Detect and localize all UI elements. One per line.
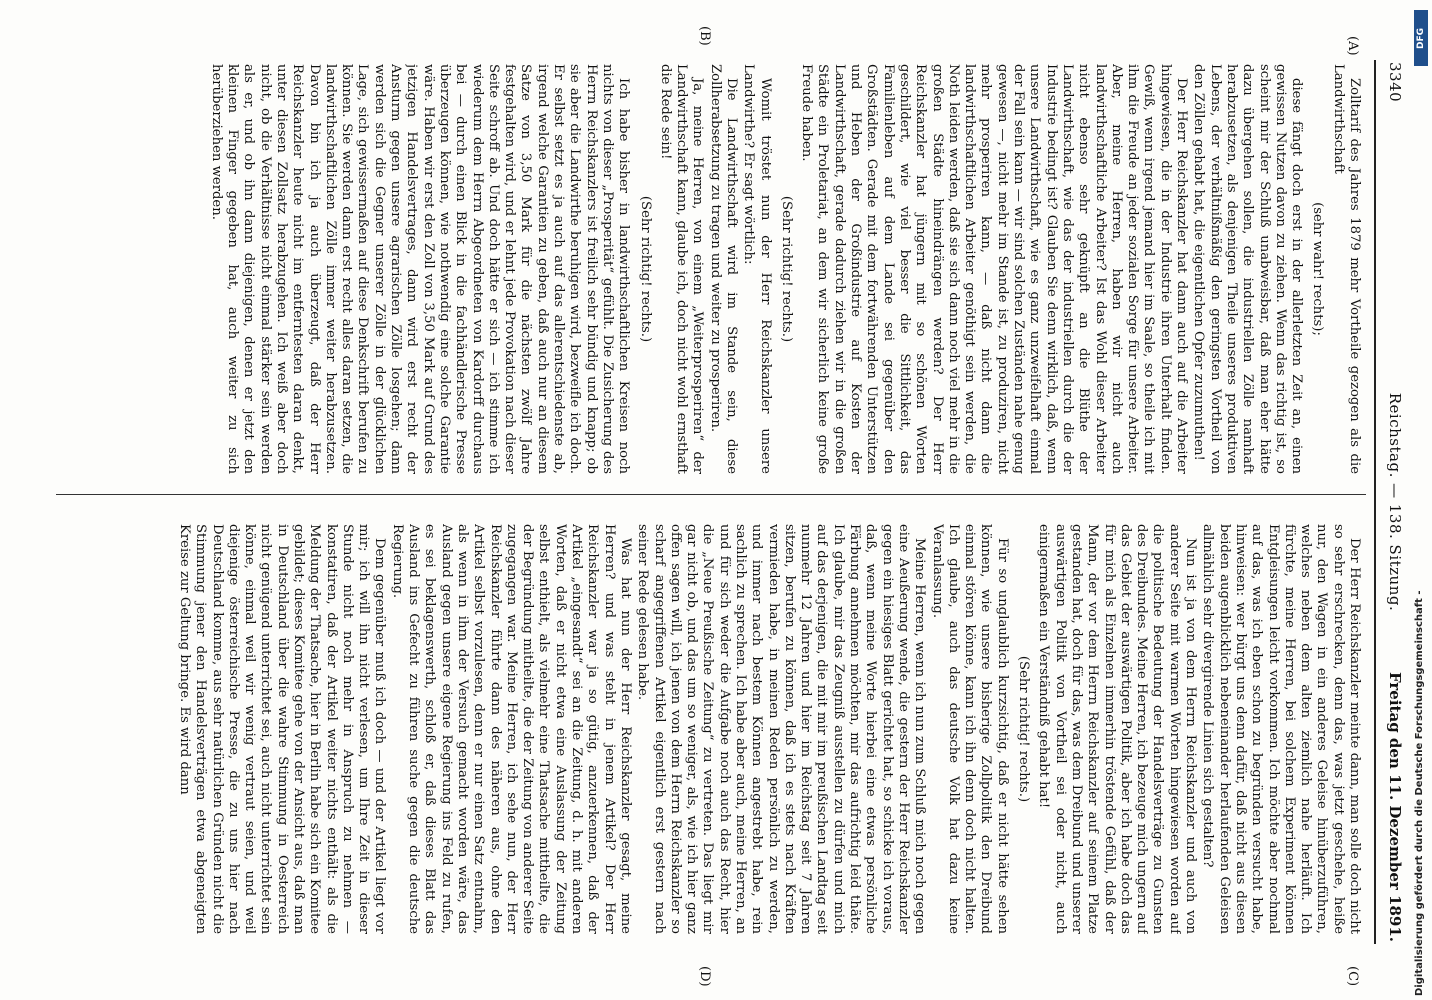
dfg-logo: DFG — [1414, 10, 1428, 66]
session-title: Reichstag. — 138. Sitzung. — [1386, 392, 1404, 612]
left-paragraph: Der Herr Reichskanzler hat dann auch auf die Arbeiter hingewiesen, die in der Industrie ihren Unterhalt finden. Gewiß, wenn irgend jemand hier im Saale, so theile ich mit ihm die Freude an jeder sozialen Sorge für unsere Arbeiter. Aber, meine Herren, haben wir nicht auch landwirthschaftliche Arbeiter? Ist das Wohl dieser Arbeiter nicht ebenso sehr geknüpft an die Blüthe der Landwirthschaft, wie das der industriellen durch die der Industrie bedingt ist? Glauben Sie denn wirklich, daß, wenn unsere Landwirthschaft, wie es ganz unzweifelhaft einmal der Fall sein kann — wir sind solchen Zuständen nahe genug gewesen —, nicht mehr im Stande ist, zu produziren, nicht mehr prosperiren kann, — daß nicht dann die landwirthschaftlichen Arbeiter genöthigt sein werden, die Noth leiden werden, daß sie sich dann noch viel mehr in die großen Städte hineindrängen werden? Der Herr Reichskanzler hat jüngern mit so schönen Worten geschildert, wie viel besser die Sittlichkeit, das Familienleben auf dem Lande sei gegenüber den Großstädten. Gerade mit dem fortwährenden Unterstützen und Heben der Großindustrie auf Kosten der Landwirthschaft, gerade dadurch ziehen wir in die großen Städte ein Proletariat, an dem wir sicherlich keine große Freude haben. — [799, 64, 1190, 474]
right-interjection: (Sehr richtig! rechts.) — [1016, 655, 1032, 803]
digitization-credit — [1400, 0, 1432, 1000]
margin-mark-b: (B) — [697, 26, 712, 46]
right-paragraph: Der Herr Reichskanzler meinte dann, man solle doch nicht so sehr erschrecken, denn das, was jetzt geschehe, heiße nur, den Wagen in ein anderes Geleise hinüberzuführen, welches neben dem alten ziemlich nahe herläuft. Ich fürchte, meine Herren, bei solchem Experiment können Entgleisungen leicht vorkommen. Ich möchte aber nochmal auf das, was ich eben schon zu begründen versucht habe, hinweisen: wer bürgt uns denn dafür, daß nicht aus diesen beiden augenblicklich nebeneinander herlaufenden Geleisen allmählich sehr divergirende Linien sich gestalten? — [1200, 524, 1362, 934]
left-paragraph: Womit tröstet nun der Herr Reichskanzler unsere Landwirthe? Er sagt wörtlich: — [741, 64, 773, 474]
right-paragraph: Für so unglaublich kurzsichtig, daß er nicht hätte sehen können, wie unsere bisherige Zollpolitik den Dreibund einmal stören könne, kann ich ihn denn doch nicht halten. Ich glaube, auch das deutsche Volk hat dazu keine Veranlassung. — [929, 524, 1010, 934]
margin-mark-c: (C) — [1345, 966, 1360, 987]
right-paragraph: Dem gegenüber muß ich doch — und der Artikel liegt vor mir; ich will ihn nicht verlesen, um Ihre Zeit in dieser Stunde nicht noch mehr in Anspruch zu nehmen — konstatiren, daß der Artikel weiter nichts enthält: als die Meldung der Thatsache, hier in Berlin habe sich ein Komitee gebildet; dieses Komitee gehe von der Ansicht aus, daß man in Deutschland über die wahre Stimmung in Oesterreich nicht genügend unterrichtet sei, auch nicht unterrichtet sein könne, einmal weil wir wenig vertraut seien, und weil diejenige österreichische Presse, die zu uns hier nach Deutschland komme, aus sehr natürlichen Gründen nicht die Stimmung jener den Handelsverträgen etwa abgeneigten Kreise zur Geltung bringe. Es wird dann — [176, 524, 388, 934]
margin-mark-a: (A) — [1345, 36, 1360, 56]
left-paragraph: Zolltarif des Jahres 1879 mehr Vortheile gezogen als die Landwirthschaft — [1330, 64, 1362, 474]
left-paragraph: Die Landwirthschaft wird im Stande sein, diese Zollherabsetzung zu tragen und weiter zu prosperiren. — [707, 64, 740, 474]
header-rule — [1374, 60, 1376, 944]
left-interjection: (Sehr richtig! rechts.) — [637, 195, 653, 343]
column-divider — [56, 494, 1366, 495]
credit-text: Digitalisierung gefördert durch die Deutsche Forschungsgemeinschaft - — [1414, 590, 1425, 996]
right-paragraph: Meine Herren, wenn ich nun zum Schluß mich noch gegen eine Aeußerung wende, die gestern der Herr Reichskanzler gegen ein hiesiges Blatt gerichtet hat, so schicke ich voraus, daß, wenn meine Worte hierbei eine etwas persönliche Färbung annehmen möchten, mir das aufrichtig leid thäte. Ich glaube, mir das Zeugniß ausstellen zu dürfen und mich auf das derjenigen, die mit mir im preußischen Landtag seit nunmehr 12 Jahren und hier im Reichstag seit 7 Jahren sitzen, berufen zu können, daß ich es stets nach Kräften vermieden habe, in meinen Reden persönlich zu werden, und immer nach bestem Können angestrebt habe, rein sachlich zu sprechen. Ich habe aber auch, meine Herren, an und für sich weder die Aufgabe noch auch das Recht, hier die „Neue Preußische Zeitung“ zu vertreten. Das liegt mir gar nicht ob, und das um so weniger, als, wie ich hier ganz offen sagen will, ich jenen von dem Herrn Reichskanzler so scharf angegriffenen Artikel eigentlich erst gestern nach seiner Rede gelesen habe. — [635, 524, 928, 934]
left-interjection: (sehr wahr! rechts); — [1310, 202, 1326, 336]
left-paragraph: Ja, meine Herren, von einem „Weiterprosperiren“ der Landwirthschaft kann, glaube ich, doch nicht wohl ernsthaft die Rede sein! — [657, 64, 706, 474]
left-paragraph: Ich habe bisher in landwirthschaftlichen Kreisen noch nichts von dieser „Prosperität“ gefühlt. Die Zusicherung des Herrn Reichskanzlers ist freilich sehr bündig und knapp; ob sie aber die Landwirthe beruhigen wird, bezweifle ich doch. Er selbst setzt es ja auch auf das allerentschiedenste ab, irgend welche Garantien zu geben, daß auch nur an diesem Satze von 3,50 Mark für die nächsten zwölf Jahre festgehalten wird, und er lehnt jede Provokation nach dieser Seite schroff ab. Und doch hätte er sich — ich stimme ich wiederum dem Herrn Abgeordneten von Kardorff durchaus bei — durch einen Blick in die fachhändlerische Presse überzeugen können, wie nothwendig eine solche Garantie wäre. Haben wir erst den Zoll von 3,50 Mark auf Grund des jetzigen Handelsvertrages, dann wird erst recht der Ansturm gegen unsere agrarischen Zölle losgehen; dann werden sich die Gegner unserer Zölle in der glücklichen Lage, sich gewissermaßen auf diese Denkschrift berufen zu können. Sie werden dann erst recht alles daran setzen, die landwirthschaftlichen Zölle immer weiter herabzusetzen. Davon bin ich ja auch überzeugt, daß der Herr Reichskanzler heute nicht im entferntesten daran denkt, unter diesen Zollsatz herabzugehen. Ich weiß aber doch nicht, ob die Verhältnisse nicht einmal stärker sein werden als er, und ob ihn dann diejenigen, denen er jetzt den kleinen Finger gegeben hat, auch weiter zu sich herüberziehen werden. — [208, 64, 632, 474]
date-line: Freitag den 11. Dezember 1891. — [1386, 672, 1404, 942]
right-paragraph: Nun ist ja von dem Herrn Reichskanzler und auch von anderer Seite mit warmen Worten hingewiesen worden auf die politische Bedeutung der Handelsverträge zu Gunsten des Dreibundes. Meine Herren, ich bezeuge mich ungern auf das Gebiet der auswärtigen Politik, aber ich habe doch das für mich als Einzelnen immerhin tröstende Gefühl, daß der Mann, der vor dem Herrn Reichskanzler auf seinem Platze gestanden hat, doch für das, was dem Dreibund und unserer auswärtigen Politik von Vortheil sei oder nicht, auch einigermaßen ein Verständniß gehabt hat! — [1036, 524, 1199, 934]
right-paragraph: Was hat nun der Herr Reichskanzler gesagt, meine Herren? und was steht in jenem Artikel? Der Herr Reichskanzler war ja so gütig, anzuerkennen, daß der Artikel „eingesandt“ sei an die Zeitung, d. h. mit anderen Worten, daß er nicht etwa eine Auslassung der Zeitung selbst enthielt, als vielmehr eine Thatsache mittheilte, die der Begründung mitheilte, die der Zeitung von anderer Seite zugegangen war. Meine Herren, ich sehe nun, der Herr Reichskanzler führte dann des näheren aus, ohne den Artikel selbst vorzulesen, denn er nur einen Satz entnahm, als wenn in ihm der Versuch gemacht worden wäre, das Ausland gegen unsere eigene Regierung ins Feld zu rufen, es sei beklagenswerth, schloß er, daß dieses Blatt das Ausland ins Gefecht zu führen suche gegen die deutsche Regierung. — [389, 524, 633, 934]
left-interjection: (Sehr richtig! rechts.) — [778, 195, 794, 343]
left-column — [62, 64, 1362, 474]
left-paragraph: diese fängt doch erst in der allerletzten Zeit an, einen gewissen Nutzen davon zu ziehen. Wenn das richtig ist, so scheint mir der Schluß unabweisbar, daß man eher hätte dazu übergehen sollen, die industriellen Zölle namhaft herabzusetzen, als denjenigen Theile unseres produktiven Lebens, der verhältnißmäßig den geringsten Vortheil von den Zöllen gehabt hat, die eigentlichen Opfer zuzumuthen! — [1191, 64, 1305, 474]
right-column — [62, 524, 1362, 934]
margin-mark-d: (D) — [697, 966, 712, 987]
page-number: 3340 — [1386, 62, 1404, 103]
